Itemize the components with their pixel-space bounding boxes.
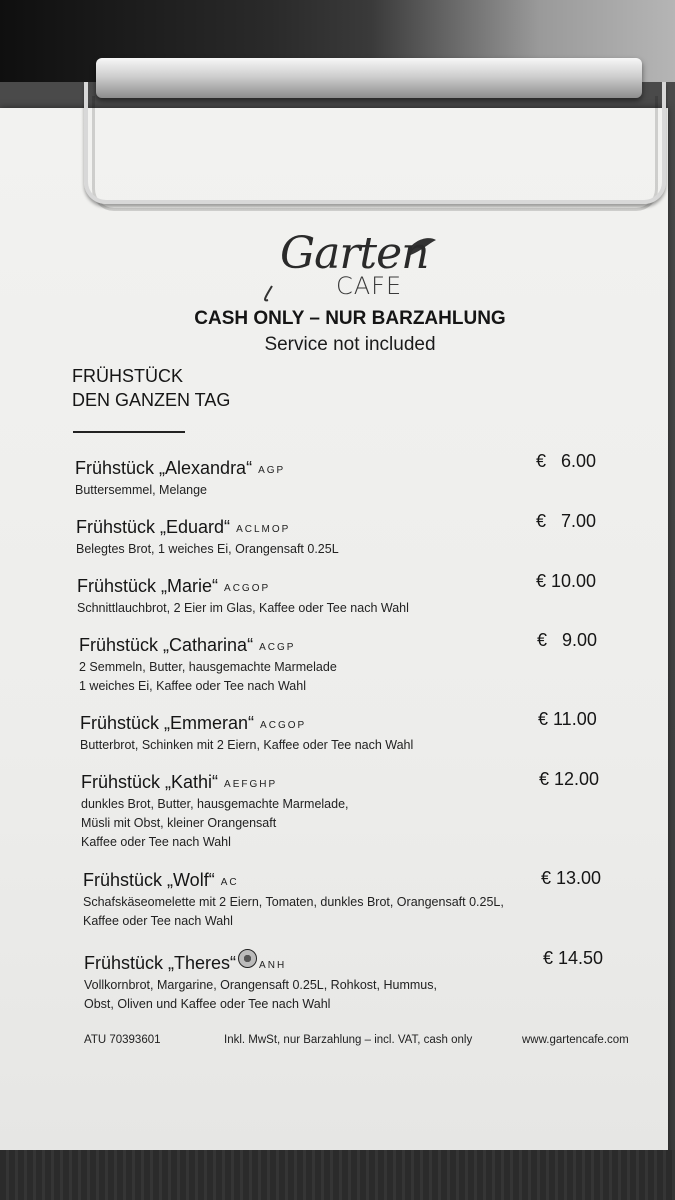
menu-item [79, 635, 337, 696]
footer-payment-note: Inkl. MwSt, nur Barzahlung – incl. VAT, cash only [224, 1034, 473, 1046]
item-price: € 14.50 [543, 948, 604, 968]
table-surface [0, 1150, 675, 1200]
item-name: Frühstück „Catharina“ [79, 635, 254, 655]
menu-item [83, 870, 504, 931]
menu-item [75, 458, 285, 500]
item-description: Vollkornbrot, Margarine, Orangensaft 0.25L, Rohkost, Hummus, [84, 978, 437, 992]
menu-item [76, 517, 339, 559]
logo-cafe-text: CAFE [336, 272, 403, 300]
item-name: Frühstück „Wolf“ [83, 870, 215, 890]
menu-item [80, 713, 413, 755]
item-name: Frühstück „Marie“ [77, 576, 219, 596]
allergen-codes: AEFGHP [224, 779, 278, 790]
menu-item [81, 772, 349, 852]
allergen-codes: ACGP [259, 642, 296, 653]
menu-item [77, 576, 409, 618]
item-price: € 7.00 [536, 511, 597, 531]
clip-bar [96, 58, 642, 98]
item-description: 1 weiches Ei, Kaffee oder Tee nach Wahl [79, 679, 306, 693]
item-description: Butterbrot, Schinken mit 2 Eiern, Kaffee oder Tee nach Wahl [80, 738, 414, 752]
item-name: Frühstück „Alexandra“ [75, 458, 253, 478]
service-notice: Service not included [264, 334, 436, 355]
allergen-codes: ACLMOP [236, 524, 291, 535]
item-name: Frühstück „Kathi“ [81, 772, 219, 792]
item-price: € 12.00 [539, 769, 600, 789]
menu-item [84, 949, 437, 1014]
garten-cafe-logo [258, 226, 448, 306]
item-price: € 13.00 [541, 868, 602, 888]
item-price: € 11.00 [538, 709, 597, 729]
section-divider [73, 431, 185, 433]
item-price: € 6.00 [536, 451, 597, 471]
item-description: Buttersemmel, Melange [75, 483, 208, 497]
item-name: Frühstück „Emmeran“ [80, 713, 255, 733]
logo-script-text: Garten [280, 228, 429, 279]
allergen-codes: AC [220, 877, 239, 888]
allergen-codes: ANH [259, 960, 287, 971]
footer-website: www.gartencafe.com [522, 1034, 629, 1046]
item-description: dunkles Brot, Butter, hausgemachte Marmelade, [81, 797, 349, 811]
allergen-codes: AGP [258, 465, 286, 476]
section-title: FRÜHSTÜCK [72, 366, 183, 386]
item-price: € 9.00 [537, 630, 598, 650]
item-description: Müsli mit Obst, kleiner Orangensaft [81, 816, 277, 830]
allergen-codes: ACGOP [224, 583, 271, 594]
allergen-codes: ACGOP [260, 720, 307, 731]
item-price: € 10.00 [536, 571, 597, 591]
item-name: Frühstück „Eduard“ [76, 517, 231, 537]
item-name: Frühstück „Theres“ [84, 953, 237, 973]
item-description: Schnittlauchbrot, 2 Eier im Glas, Kaffee oder Tee nach Wahl [77, 601, 409, 615]
item-description: Kaffee oder Tee nach Wahl [81, 835, 231, 849]
item-description: Belegtes Brot, 1 weiches Ei, Orangensaft 0.25L [76, 542, 339, 556]
clip-wire [84, 82, 666, 204]
item-description: 2 Semmeln, Butter, hausgemachte Marmelade [79, 660, 337, 674]
item-description: Obst, Oliven und Kaffee oder Tee nach Wahl [84, 997, 331, 1011]
vegan-icon [238, 949, 257, 968]
item-description: Schafskäseomelette mit 2 Eiern, Tomaten, dunkles Brot, Orangensaft 0.25L, [83, 895, 504, 909]
cash-only-notice: CASH ONLY – NUR BARZAHLUNG [194, 308, 506, 329]
item-description: Kaffee oder Tee nach Wahl [83, 914, 233, 928]
footer-atu-number: ATU 70393601 [84, 1034, 161, 1046]
section-subtitle: DEN GANZEN TAG [72, 390, 231, 410]
